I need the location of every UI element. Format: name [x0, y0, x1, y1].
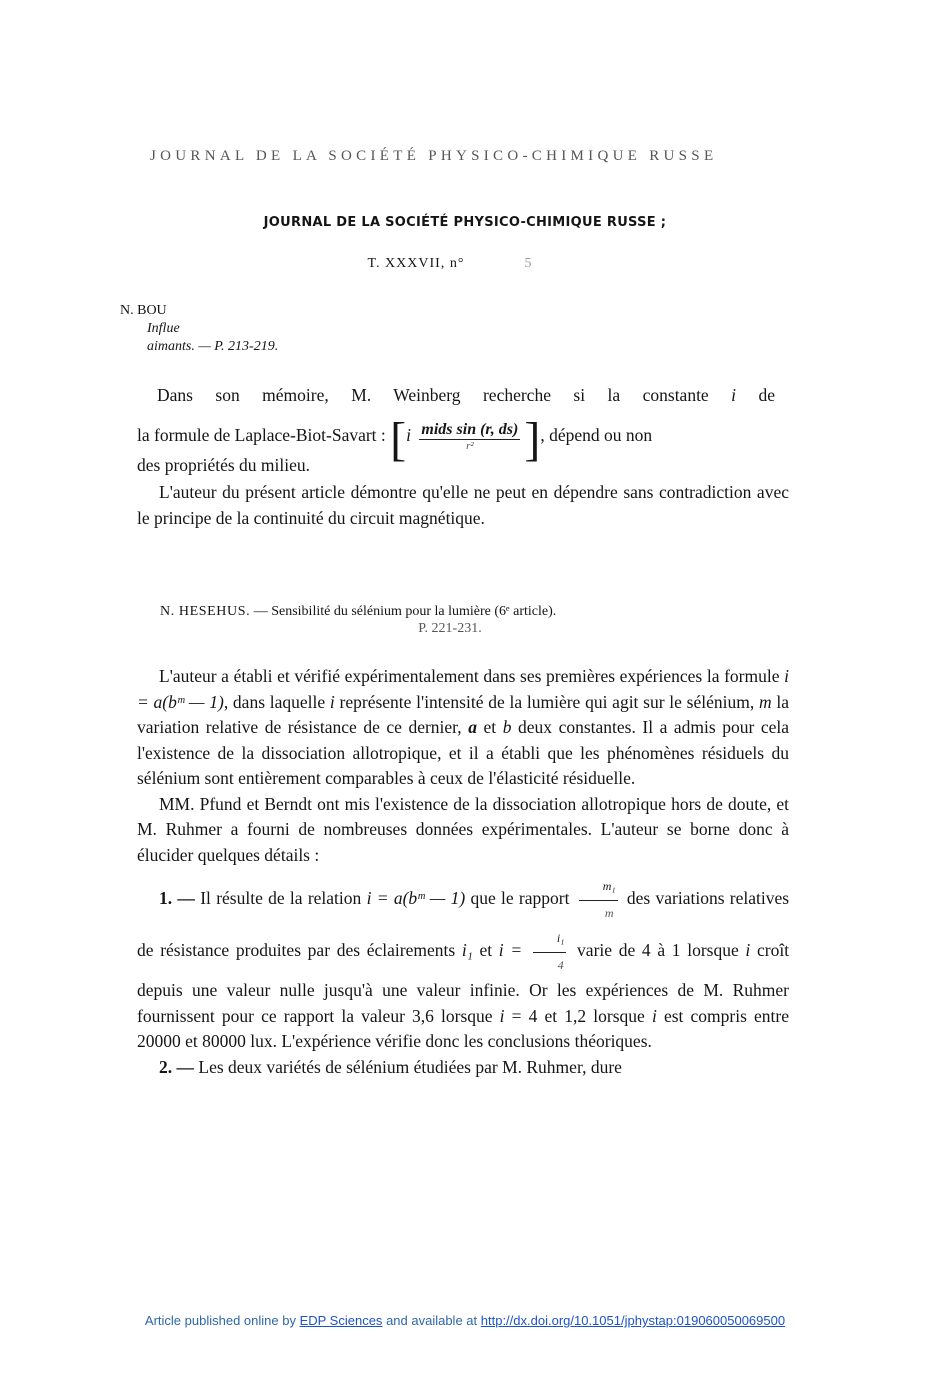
body-p1-d: la variation relative de résistance de ce dernier, — [137, 691, 790, 737]
volume-suffix: 5 — [524, 256, 533, 271]
body-p4-num: 2. — — [159, 1056, 194, 1077]
body-p3-g: est compris entre 20000 et 80000 lux. L'expérience vérifie donc les conclusions théoriques. — [137, 1005, 789, 1051]
body-p3-e: croît depuis une valeur nulle jusqu'à une valeur infinie. Or les expériences de M. Ruhmer fournissent pour ce rapport la valeur 3,6 lorsque — [137, 940, 790, 1026]
article1-p1-line1 — [157, 385, 775, 406]
article1-p1-line3: des propriétés du milieu. — [137, 455, 311, 475]
journal-title: JOURNAL DE LA SOCIÉTÉ PHYSICO-CHIMIQUE RUSSE ; — [263, 215, 667, 230]
article2-header — [160, 604, 556, 620]
edp-sciences-link[interactable]: EDP Sciences — [299, 1313, 383, 1328]
article1-p1-de: de — [758, 385, 776, 405]
body-p3-i-eq: i = — [498, 940, 523, 961]
footer-prefix: Article published online by — [144, 1313, 296, 1328]
body-p1-et: et — [483, 717, 497, 737]
body-p1-i: i — [329, 691, 335, 712]
publication-footer — [0, 1313, 930, 1328]
body-p3-i4: i — [651, 1005, 657, 1026]
body-p3-i2: i — [745, 940, 751, 961]
article1-p2 — [137, 480, 789, 531]
body-p3 — [137, 874, 789, 1055]
right-bracket: ] — [524, 413, 541, 466]
body-p3-ratio — [579, 874, 618, 926]
fraction-denominator: 4 — [557, 957, 564, 972]
article2-title: — Sensibilité du sélénium pour la lumière (6ᵉ article). — [250, 604, 557, 619]
body-p3-num: 1. — — [159, 888, 195, 909]
body-p3-f: = 4 et 1,2 lorsque — [511, 1005, 645, 1026]
body-p1-c: représente l'intensité de la lumière qui agit sur le sélénium, — [339, 691, 755, 712]
ratio-numerator: m₁ — [579, 874, 618, 901]
article1-title-line1-text: Influe — [147, 321, 180, 336]
body-p3-et: et — [479, 940, 493, 961]
body-p1-a-sym: a — [468, 717, 477, 737]
body-p3-d: varie de 4 à 1 lorsque — [577, 940, 739, 961]
article2-pages: P. 221-231. — [418, 621, 482, 636]
body-p1-a: L'auteur a établi et vérifié expérimentalement dans ses premières expériences la formule — [159, 666, 780, 686]
body-p4 — [137, 1055, 789, 1081]
fraction-numerator: i₁ — [533, 926, 567, 953]
article1-p1-line1-text: Dans son mémoire, M. Weinberg recherche si la constante — [157, 385, 709, 405]
body-p3-i1: i₁ — [461, 940, 473, 961]
formula-denominator: r² — [466, 440, 474, 453]
doi-link[interactable]: http://dx.doi.org/10.1051/jphystap:019060050069500 — [480, 1313, 786, 1328]
footer-middle: and available at — [386, 1313, 478, 1328]
body-p2: MM. Pfund et Berndt ont mis l'existence de la dissociation allotropique hors de doute, et M. Ruhmer a fourni de nombreuses données expérimentales. L'auteur se borne donc à élucider quelques détails : — [137, 793, 789, 865]
article1-p2-text: L'auteur du présent article démontre qu'elle ne peut en dépendre sans contradiction avec le principe de la continuité du circuit magnétique. — [137, 482, 789, 528]
ratio-denominator: m — [604, 905, 614, 920]
volume-label: T. XXXVII, n° — [367, 256, 465, 271]
running-head: JOURNAL DE LA SOCIÉTÉ PHYSICO-CHIMIQUE RUSSE — [150, 148, 718, 164]
body-p1-b: , dans laquelle — [223, 691, 326, 712]
body-p3-a: Il résulte de la relation — [200, 888, 362, 909]
article1-formula-intro: la formule de Laplace-Biot-Savart : — [137, 425, 386, 445]
article1-const-symbol: i — [731, 385, 737, 405]
formula-numerator: mids sin (r, ds) — [421, 421, 519, 439]
article1-title-line2-text: aimants. — P. 213-219. — [147, 339, 279, 354]
body-p4-text: Les deux variétés de sélénium étudiées par M. Ruhmer, dure — [198, 1056, 622, 1077]
body-p3-fraction — [533, 926, 567, 978]
body-p1-formula: i = a(bᵐ — 1) — [137, 666, 789, 712]
body-p3-b: que le rapport — [470, 888, 570, 909]
article1-author: N. BOU — [120, 303, 167, 318]
body-p1 — [137, 664, 789, 792]
body-p3-c: des variations relatives de résistance produites par des éclairements — [137, 888, 790, 961]
formula-prefix: i — [406, 425, 412, 445]
formula-fraction — [419, 421, 520, 452]
article1-title-line1 — [147, 321, 180, 337]
body-p3-i3: i — [499, 1005, 505, 1026]
body-p3-formula: i = a(bᵐ — 1) — [366, 888, 466, 909]
article1-formula-after: , dépend ou non — [540, 425, 653, 445]
article2-author: N. HESEHUS. — [160, 604, 251, 619]
left-bracket: [ — [390, 413, 407, 466]
body-p1-e: deux constantes. Il a admis pour cela l'existence de la dissociation allotropique, et il a établi que les phénomènes résiduels du sélénium sont entièrement comparables à ceux de l'élasticité résiduelle. — [137, 717, 790, 788]
volume-line — [0, 256, 900, 272]
body-p1-b-sym: b — [502, 717, 512, 737]
article1-title-line2 — [147, 339, 278, 355]
body-p1-m: m — [758, 691, 772, 712]
article2-body — [137, 664, 789, 1080]
